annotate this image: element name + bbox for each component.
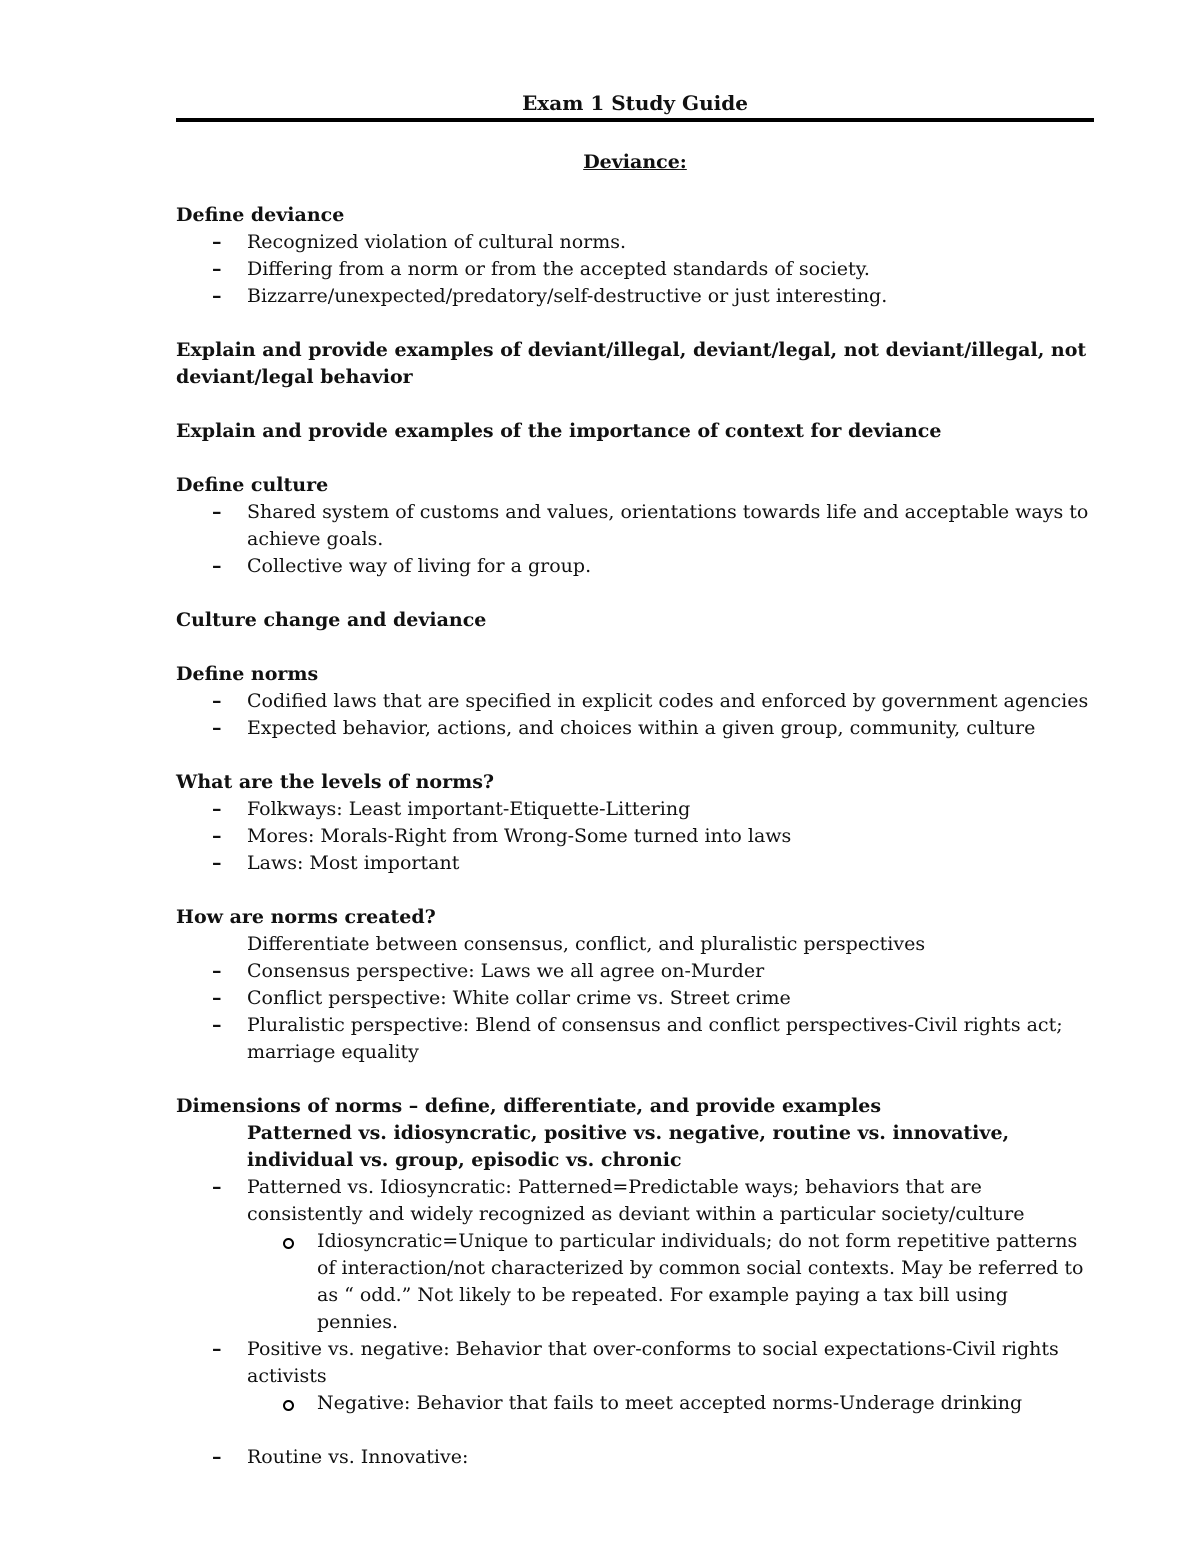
heading-levels-of-norms: What are the levels of norms? xyxy=(176,771,495,793)
dash-bullet-icon: – xyxy=(212,1446,222,1468)
dash-bullet-icon: – xyxy=(212,798,222,820)
sub-bullet-item xyxy=(176,1390,1094,1417)
bullet-text: Negative: Behavior that fails to meet accepted norms-Underage drinking xyxy=(317,1392,1023,1414)
spacer xyxy=(176,445,1094,472)
subtext-differentiate: Differentiate between consensus, conflict, and pluralistic perspectives xyxy=(247,933,926,955)
bullet-item xyxy=(176,1012,1094,1066)
dash-bullet-icon: – xyxy=(212,1176,222,1198)
bullet-text: Idiosyncratic=Unique to particular individuals; do not form repetitive patterns of interaction/not characterized by common social contexts. May be referred to as “ odd.” Not likely to be repeated. For example paying a tax bill using pennies. xyxy=(317,1230,1084,1333)
dash-bullet-icon: – xyxy=(212,285,222,307)
bullet-text: Positive vs. negative: Behavior that over-conforms to social expectations-Civil rights activists xyxy=(247,1338,1059,1387)
dash-bullet-icon: – xyxy=(212,555,222,577)
bullet-text: Bizzarre/unexpected/predatory/self-destructive or just interesting. xyxy=(247,285,888,307)
dash-bullet-icon: – xyxy=(212,825,222,847)
dash-bullet-icon: – xyxy=(212,231,222,253)
bullet-item xyxy=(176,958,1094,985)
bullet-text: Folkways: Least important-Etiquette-Littering xyxy=(247,798,691,820)
bullet-item xyxy=(176,229,1094,256)
dash-bullet-icon: – xyxy=(212,1014,222,1036)
dash-bullet-icon: – xyxy=(212,1338,222,1360)
document-title: Exam 1 Study Guide xyxy=(522,91,748,115)
sub-bullet-item xyxy=(176,1228,1094,1336)
subheading-dimensions-list: Patterned vs. idiosyncratic, positive vs. negative, routine vs. innovative, individual vs. group, episodic vs. chronic xyxy=(247,1122,1010,1171)
bullet-text: Codified laws that are specified in explicit codes and enforced by government agencies xyxy=(247,690,1089,712)
bullet-item xyxy=(176,850,1094,877)
spacer xyxy=(176,742,1094,769)
bullet-text: Consensus perspective: Laws we all agree on-Murder xyxy=(247,960,765,982)
spacer xyxy=(176,877,1094,904)
bullet-text: Shared system of customs and values, orientations towards life and acceptable ways to achieve goals. xyxy=(247,501,1089,550)
dash-bullet-icon: – xyxy=(212,501,222,523)
circle-bullet-icon xyxy=(283,1400,294,1411)
heading-define-norms: Define norms xyxy=(176,663,319,685)
bullet-item xyxy=(176,1444,1094,1471)
bullet-item xyxy=(176,256,1094,283)
spacer xyxy=(176,391,1094,418)
heading-norms-created: How are norms created? xyxy=(176,906,436,928)
heading-dimensions-of-norms: Dimensions of norms – define, differentiate, and provide examples xyxy=(176,1095,882,1117)
bullet-item xyxy=(176,985,1094,1012)
bullet-item xyxy=(176,1336,1094,1390)
spacer xyxy=(176,1066,1094,1093)
spacer xyxy=(176,1417,1094,1444)
bullet-text: Mores: Morals-Right from Wrong-Some turned into laws xyxy=(247,825,792,847)
dash-bullet-icon: – xyxy=(212,987,222,1009)
heading-culture-change: Culture change and deviance xyxy=(176,609,487,631)
bullet-item xyxy=(176,283,1094,310)
bullet-text: Laws: Most important xyxy=(247,852,460,874)
dash-bullet-icon: – xyxy=(212,690,222,712)
title-rule xyxy=(176,118,1094,122)
bullet-text: Conflict perspective: White collar crime vs. Street crime xyxy=(247,987,791,1009)
bullet-text: Expected behavior, actions, and choices within a given group, community, culture xyxy=(247,717,1036,739)
bullet-text: Patterned vs. Idiosyncratic: Patterned=Predictable ways; behaviors that are consistently and widely recognized as deviant within a particular society/culture xyxy=(247,1176,1025,1225)
dash-bullet-icon: – xyxy=(212,258,222,280)
spacer xyxy=(176,634,1094,661)
circle-bullet-icon xyxy=(283,1238,294,1249)
dash-bullet-icon: – xyxy=(212,717,222,739)
bullet-item xyxy=(176,796,1094,823)
spacer xyxy=(176,580,1094,607)
bullet-text: Pluralistic perspective: Blend of consensus and conflict perspectives-Civil rights act; marriage equality xyxy=(247,1014,1063,1063)
heading-define-culture: Define culture xyxy=(176,474,329,496)
section-heading: Deviance: xyxy=(583,151,687,173)
bullet-item xyxy=(176,715,1094,742)
heading-context-for-deviance: Explain and provide examples of the importance of context for deviance xyxy=(176,420,942,442)
dash-bullet-icon: – xyxy=(212,852,222,874)
bullet-item xyxy=(176,688,1094,715)
bullet-item xyxy=(176,553,1094,580)
study-guide-content xyxy=(176,202,1094,1471)
bullet-item xyxy=(176,499,1094,553)
heading-deviant-illegal-examples: Explain and provide examples of deviant/illegal, deviant/legal, not deviant/illegal, not deviant/legal behavior xyxy=(176,339,1087,388)
dash-bullet-icon: – xyxy=(212,960,222,982)
bullet-item xyxy=(176,1174,1094,1228)
bullet-item xyxy=(176,823,1094,850)
bullet-text: Differing from a norm or from the accepted standards of society. xyxy=(247,258,870,280)
heading-define-deviance: Define deviance xyxy=(176,204,345,226)
bullet-text: Collective way of living for a group. xyxy=(247,555,592,577)
bullet-text: Routine vs. Innovative: xyxy=(247,1446,469,1468)
spacer xyxy=(176,310,1094,337)
bullet-text: Recognized violation of cultural norms. xyxy=(247,231,627,253)
